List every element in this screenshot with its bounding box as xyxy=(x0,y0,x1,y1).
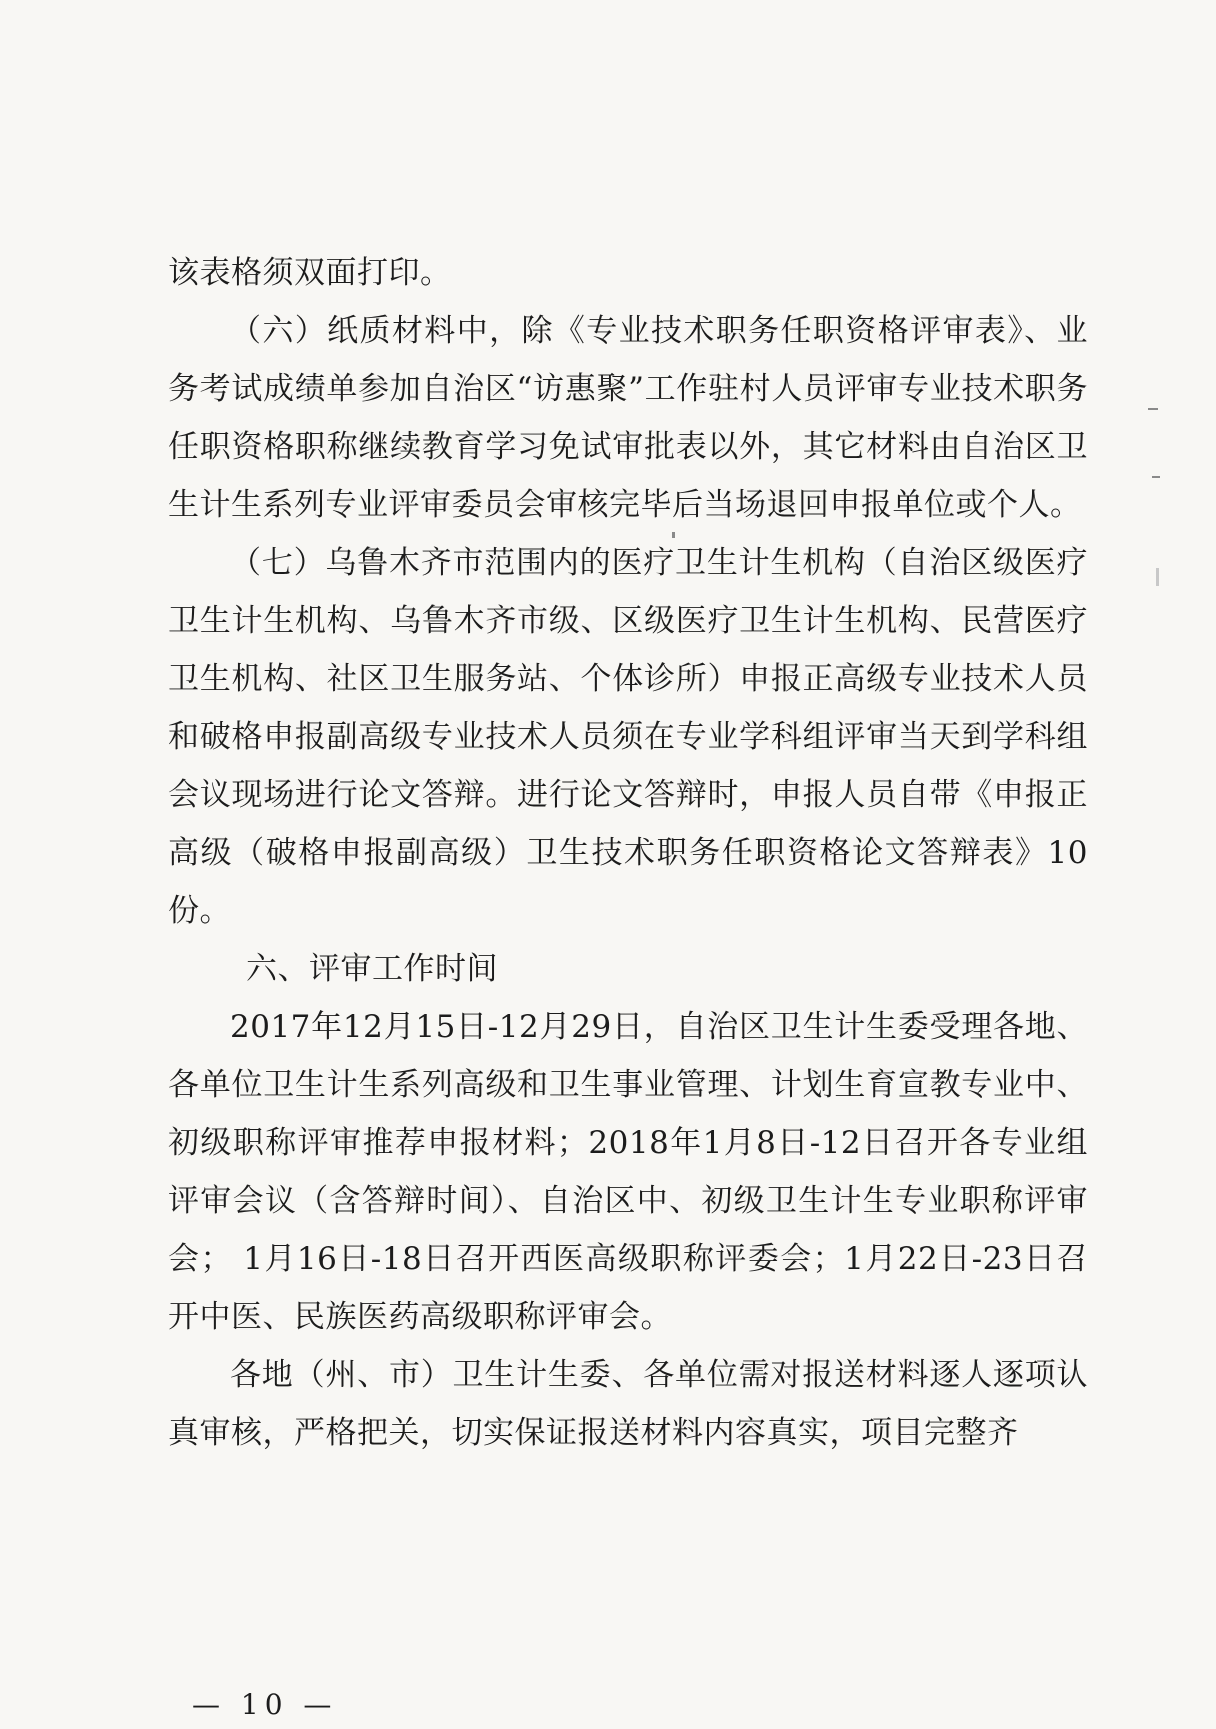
paragraph-item-six: （六）纸质材料中，除《专业技术职务任职资格评审表》、业务考试成绩单参加自治区“访惠聚”工作驻村人员评审专业技术职务任职资格职称继续教育学习免试审批表以外，其它材料由自治区卫生计生系列专业评审委员会审核完毕后当场退回申报单位或个人。 xyxy=(168,313,1088,523)
page-number: — 10 — xyxy=(192,1688,338,1721)
paragraph-item-seven: （七）乌鲁木齐市范围内的医疗卫生计生机构（自治区级医疗卫生计生机构、乌鲁木齐市级、区级医疗卫生计生机构、民营医疗卫生机构、社区卫生服务站、个体诊所）申报正高级专业技术人员和破格申报副高级专业技术人员须在专业学科组评审当天到学科组会议现场进行论文答辩。进行论文答辩时，申报人员自带《申报正高级（破格申报副高级）卫生技术职务任职资格论文答辩表》10份。 xyxy=(168,545,1088,929)
scan-mark xyxy=(1148,408,1158,410)
scan-mark xyxy=(672,532,675,538)
paragraph-schedule: 2017年12月15日-12月29日，自治区卫生计生委受理各地、各单位卫生计生系列高级和卫生事业管理、计划生育宣教专业中、初级职称评审推荐申报材料；2018年1月8日-12日召开各专业组评审会议（含答辩时间）、自治区中、初级卫生计生专业职称评审会； 1月16日-18日召开西医高级职称评委会；1月22日-23日召开中医、民族医药高级职称评审会。 xyxy=(168,1009,1088,1335)
scan-mark xyxy=(1152,476,1160,478)
scan-mark xyxy=(1156,568,1159,586)
section-heading: 六、评审工作时间 xyxy=(246,951,498,987)
paragraph-review-requirements: 各地（州、市）卫生计生委、各单位需对报送材料逐人逐项认真审核，严格把关，切实保证报送材料内容真实，项目完整齐 xyxy=(168,1357,1088,1451)
body-text xyxy=(168,244,1088,1462)
paragraph-continuation: 该表格须双面打印。 xyxy=(168,255,452,291)
